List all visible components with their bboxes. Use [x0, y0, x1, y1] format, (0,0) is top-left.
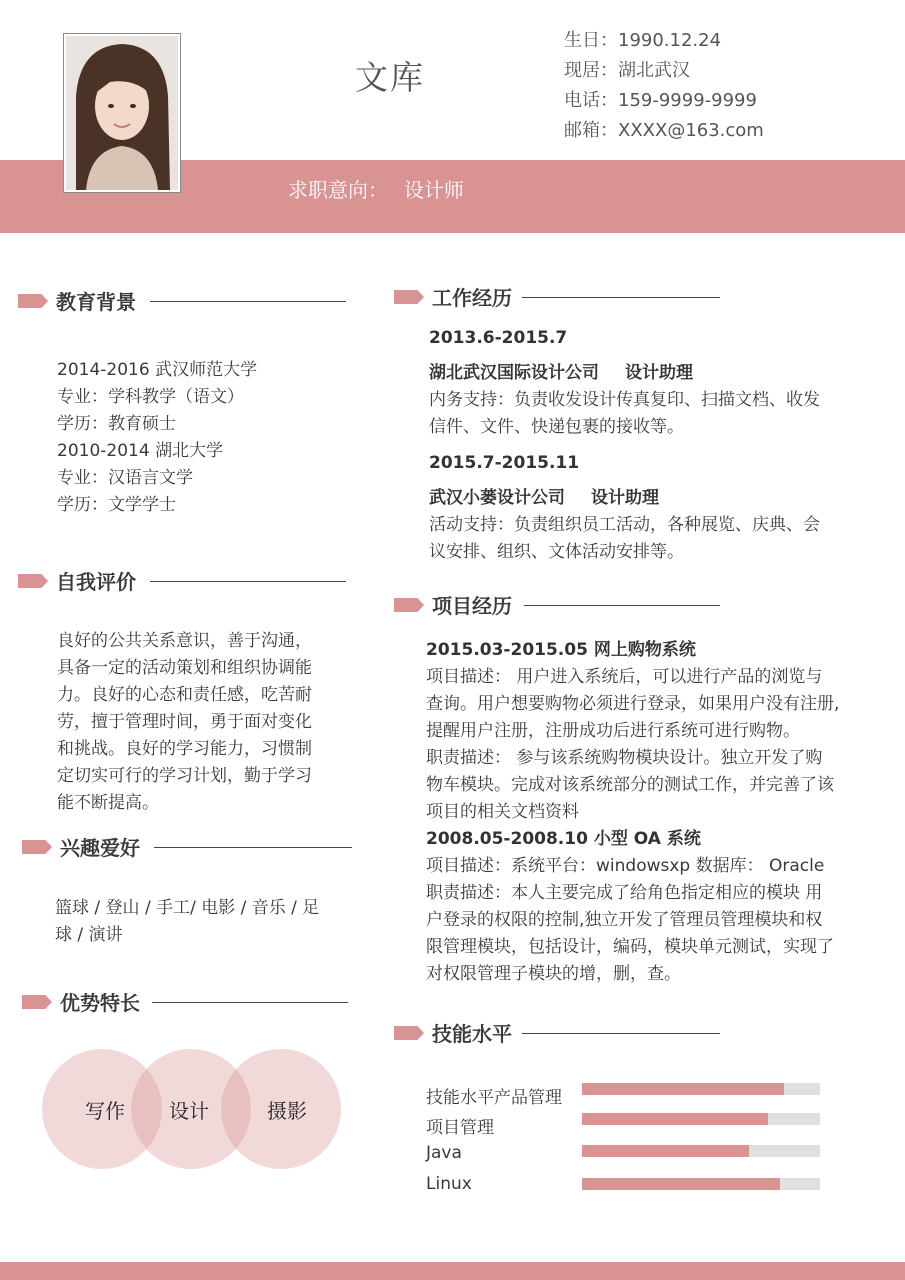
project-line: 提醒用户注册，注册成功后进行系统可进行购物。 [426, 721, 800, 741]
skill-bar [582, 1083, 820, 1095]
section-title: 教育背景 [56, 290, 136, 314]
project-line: 项目描述： 用户进入系统后，可以进行产品的浏览与 [426, 667, 823, 687]
work-period [429, 325, 567, 352]
job-role: 设计助理 [591, 488, 659, 508]
skill-name: Java [426, 1143, 462, 1163]
self-eval-line: 定切实可行的学习计划，勤于学习 [57, 766, 312, 786]
job-desc-line: 信件、文件、快递包裹的接收等。 [429, 417, 684, 437]
skill-bar [582, 1145, 820, 1157]
self-eval-line: 和挑战。良好的学习能力，习惯制 [57, 739, 312, 759]
job-period: 2015.7-2015.11 [429, 453, 580, 473]
work-period [429, 450, 579, 477]
work-entry [429, 360, 820, 441]
section-tag-icon [18, 294, 48, 308]
applicant-name: 文库 [355, 58, 425, 97]
birthday: 生日：1990.12.24 [564, 30, 722, 51]
project-line: 职责描述： 参与该系统购物模块设计。独立开发了购 [426, 748, 823, 768]
job-role: 设计助理 [625, 363, 693, 383]
project-line: 物车模块。完成对该系统部分的测试工作，并完善了该 [426, 775, 834, 795]
section-title: 优势特长 [60, 991, 140, 1015]
education-line: 学历：文学学士 [57, 495, 176, 515]
skill-bar-fill [582, 1083, 784, 1095]
project-line: 对权限管理子模块的增，删，查。 [426, 964, 681, 984]
skill-bar-fill [582, 1113, 768, 1125]
section-title: 技能水平 [432, 1022, 512, 1046]
strengths-heading [22, 987, 352, 1017]
strength-label: 写作 [85, 1099, 125, 1123]
section-tag-icon [394, 598, 424, 612]
job-title-line [429, 360, 820, 387]
section-title: 工作经历 [432, 286, 512, 310]
education-heading [18, 286, 348, 316]
hobbies-content [55, 895, 319, 949]
work-heading [394, 282, 724, 312]
job-intent-label: 求职意向： [288, 178, 388, 202]
skill-name: 技能水平产品管理 [426, 1088, 562, 1108]
project-line: 项目描述：系统平台：windowsxp 数据库： Oracle [426, 856, 825, 876]
section-divider [524, 605, 720, 606]
contact-info [564, 26, 764, 146]
section-title: 兴趣爱好 [60, 836, 140, 860]
projects-content [426, 637, 839, 988]
self-eval-line: 能不断提高。 [57, 793, 159, 813]
section-divider [152, 1002, 348, 1003]
strength-label: 设计 [169, 1099, 209, 1123]
education-line: 学历：教育硕士 [57, 414, 176, 434]
job-company: 武汉小蒌设计公司 [429, 488, 565, 508]
phone: 电话：159-9999-9999 [564, 90, 757, 111]
self-eval-heading [18, 566, 348, 596]
project-line: 户登录的权限的控制,独立开发了管理员管理模块和权 [426, 910, 823, 930]
hobbies-heading [22, 832, 352, 862]
self-eval-line: 良好的公共关系意识，善于沟通， [57, 631, 312, 651]
education-line: 专业：汉语言文学 [57, 468, 193, 488]
skill-bar [582, 1113, 820, 1125]
self-eval-line: 劳，擅于管理时间，勇于面对变化 [57, 712, 312, 732]
self-eval-line: 具备一定的活动策划和组织协调能 [57, 658, 312, 678]
education-content [57, 357, 257, 519]
residence: 现居：湖北武汉 [564, 60, 690, 81]
hobbies-line: 篮球 / 登山 / 手工/ 电影 / 音乐 / 足 [55, 898, 320, 918]
hobbies-line: 球 / 演讲 [55, 925, 123, 945]
section-tag-icon [394, 290, 424, 304]
profile-photo [63, 33, 181, 193]
skill-bar-fill [582, 1178, 780, 1190]
projects-heading [394, 590, 724, 620]
section-tag-icon [22, 995, 52, 1009]
strength-label: 摄影 [267, 1099, 307, 1123]
project-heading: 2015.03-2015.05 网上购物系统 [426, 640, 696, 660]
job-desc-line: 议安排、组织、文体活动安排等。 [429, 542, 684, 562]
work-entry [429, 485, 820, 566]
self-eval-content [57, 628, 312, 817]
job-period: 2013.6-2015.7 [429, 328, 568, 348]
self-eval-line: 力。良好的心态和责任感，吃苦耐 [57, 685, 312, 705]
project-line: 限管理模块，包括设计，编码，模块单元测试，实现了 [426, 937, 834, 957]
section-tag-icon [394, 1026, 424, 1040]
skill-bar-fill [582, 1145, 749, 1157]
education-line: 专业：学科教学（语文） [57, 387, 244, 407]
project-heading: 2008.05-2008.10 小型 OA 系统 [426, 829, 701, 849]
section-title: 项目经历 [432, 594, 512, 618]
section-divider [154, 847, 352, 848]
section-divider [150, 301, 346, 302]
job-title-line [429, 485, 820, 512]
job-desc-line: 内务支持：负责收发设计传真复印、扫描文档、收发 [429, 390, 820, 410]
skill-name: Linux [426, 1174, 472, 1194]
section-tag-icon [18, 574, 48, 588]
section-title: 自我评价 [56, 570, 136, 594]
skill-name: 项目管理 [426, 1118, 494, 1138]
education-line: 2010-2014 湖北大学 [57, 441, 224, 461]
footer-band [0, 1262, 905, 1280]
skill-bar [582, 1178, 820, 1190]
project-line: 项目的相关文档资料 [426, 802, 579, 822]
email: 邮箱：XXXX@163.com [564, 120, 764, 141]
section-divider [522, 297, 720, 298]
section-divider [150, 581, 346, 582]
job-company: 湖北武汉国际设计公司 [429, 363, 599, 383]
education-line: 2014-2016 武汉师范大学 [57, 360, 258, 380]
job-desc-line: 活动支持：负责组织员工活动，各种展览、庆典、会 [429, 515, 820, 535]
job-intent [288, 174, 464, 203]
job-intent-value: 设计师 [404, 178, 464, 202]
project-line: 查询。用户想要购物必须进行登录，如果用户没有注册, [426, 694, 840, 714]
section-tag-icon [22, 840, 52, 854]
project-line: 职责描述：本人主要完成了给角色指定相应的模块 用 [426, 883, 823, 903]
skills-heading [394, 1018, 724, 1048]
section-divider [522, 1033, 720, 1034]
